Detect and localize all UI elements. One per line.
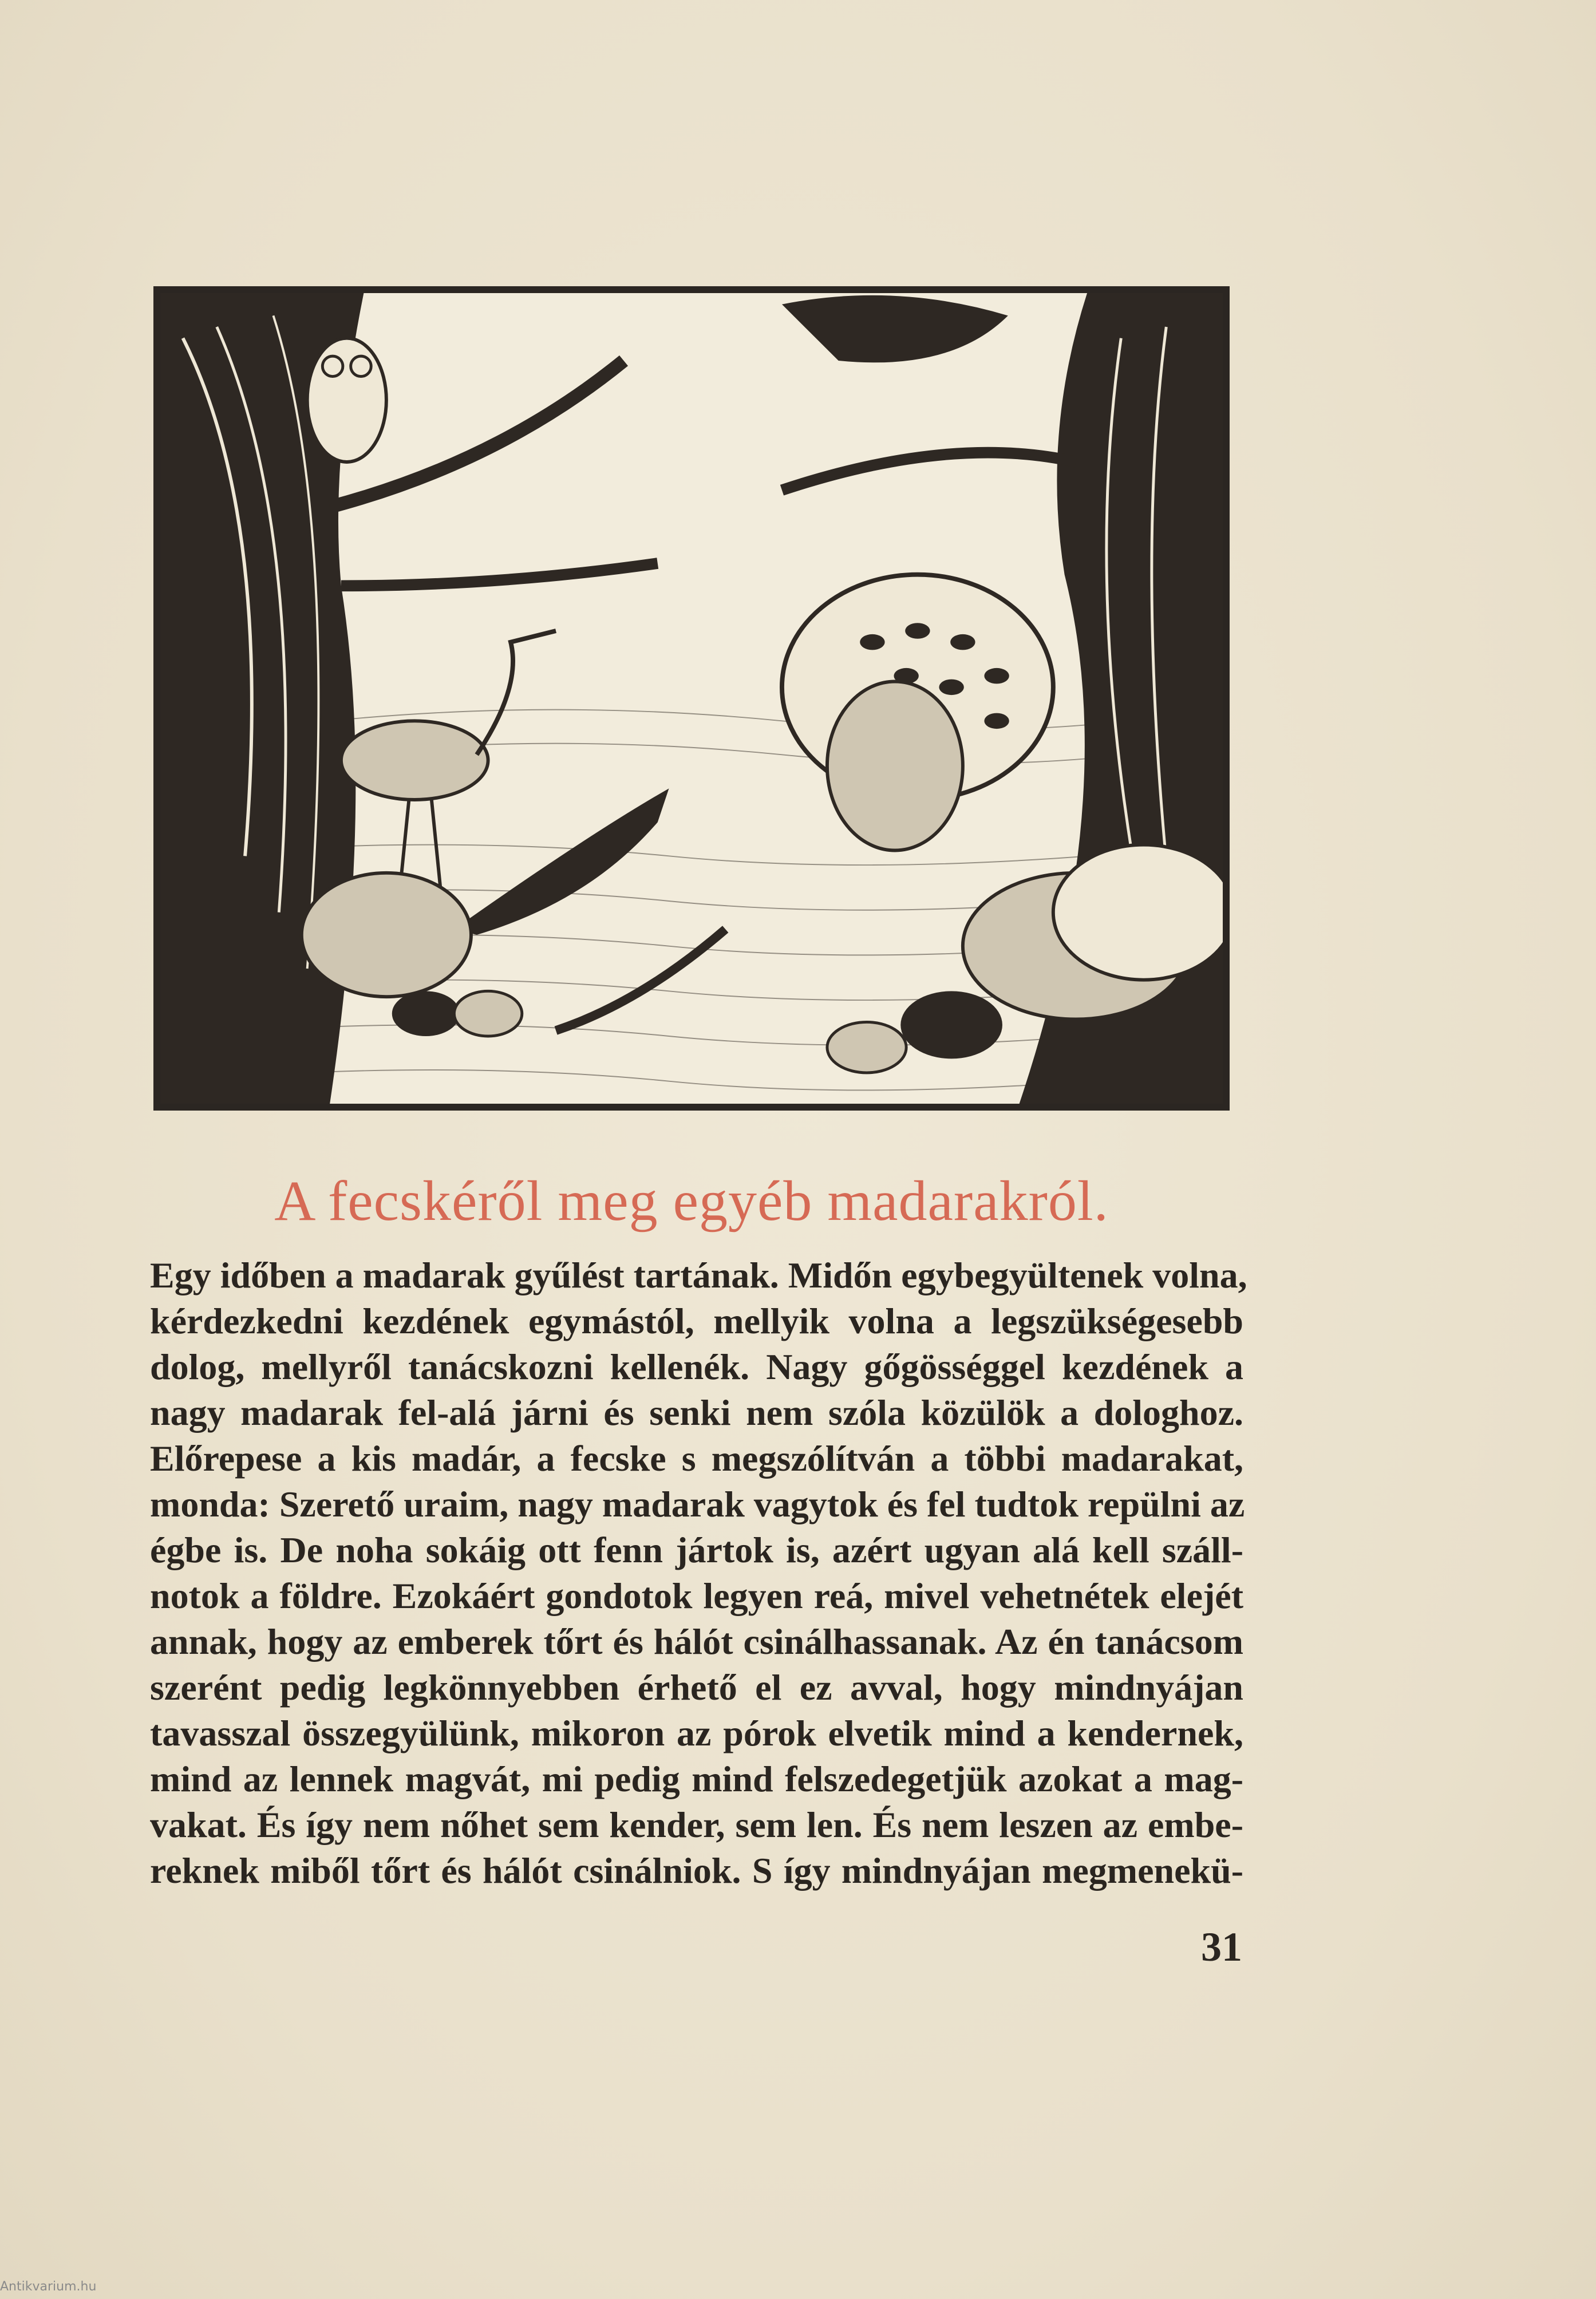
birds-gathering-image	[160, 293, 1223, 1104]
text-line: Előrepese a kis madár, a fecske s megszólítván a többi madarakat,	[150, 1438, 1243, 1479]
text-line: notok a földre. Ezokáért gondotok legyen reá, mivel vehetnétek elejét	[150, 1575, 1243, 1616]
story-body	[150, 1253, 1247, 1894]
text-line: mind az lennek magvát, mi pedig mind felszedegetjük azokat a mag-	[150, 1759, 1243, 1799]
watermark: Antikvarium.hu	[0, 2280, 97, 2294]
text-line: vakat. És így nem nőhet sem kender, sem len. És nem leszen az embe-	[150, 1804, 1243, 1845]
woodcut-illustration	[153, 286, 1230, 1111]
text-line: annak, hogy az emberek tőrt és hálót csinálhassanak. Az én tanácsom	[150, 1621, 1243, 1662]
text-line: kérdezkedni kezdének egymástól, mellyik volna a legszükségesebb	[150, 1301, 1243, 1341]
text-line: Egy időben a madarak gyűlést tartának. Midőn egybegyültenek volna,	[150, 1255, 1247, 1295]
story-title: A fecskéről meg egyéb madarakról.	[274, 1169, 1109, 1233]
text-line: monda: Szerető uraim, nagy madarak vagytok és fel tudtok repülni az	[150, 1484, 1245, 1524]
text-line: szerént pedig legkönnyebben érhető el ez avval, hogy mindnyájan	[150, 1667, 1243, 1708]
text-line: dolog, mellyről tanácskozni kellenék. Nagy gőgösséggel kezdének a	[150, 1346, 1243, 1387]
text-line: reknek miből tőrt és hálót csinálniok. S így mindnyájan megmenekü-	[150, 1850, 1243, 1891]
text-line: nagy madarak fel-alá járni és senki nem szóla közülök a dologhoz.	[150, 1392, 1243, 1433]
page-number: 31	[1201, 1924, 1242, 1970]
text-line: égbe is. De noha sokáig ott fenn jártok is, azért ugyan alá kell száll-	[150, 1530, 1243, 1570]
text-line: tavasszal összegyülünk, mikoron az pórok elvetik mind a kendernek,	[150, 1713, 1243, 1753]
